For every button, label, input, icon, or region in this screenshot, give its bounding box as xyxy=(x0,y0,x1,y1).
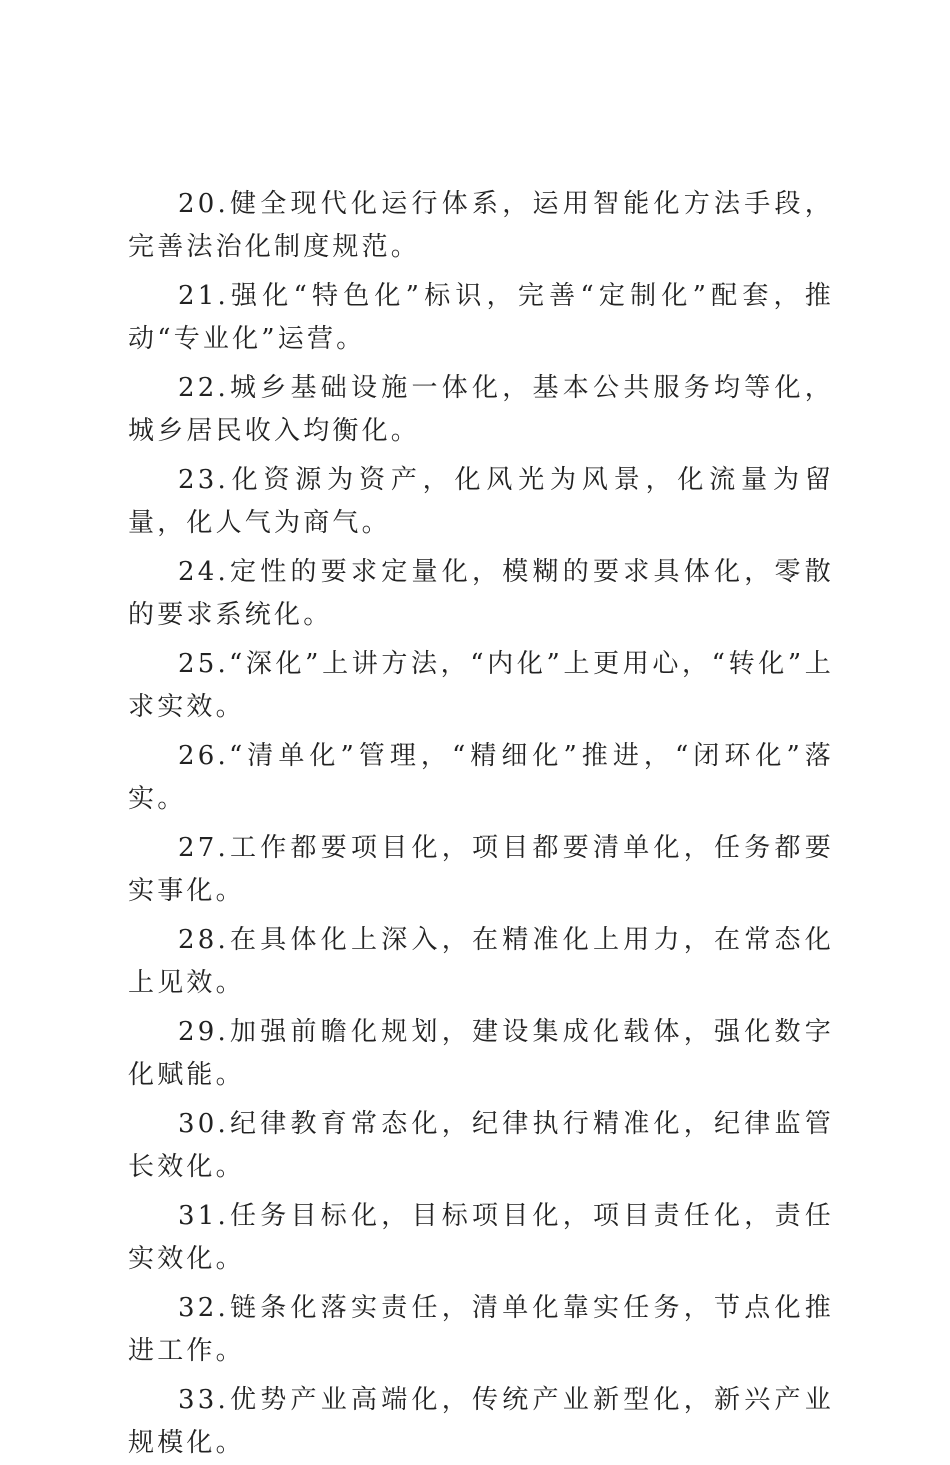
document-body xyxy=(128,183,834,1465)
paragraph-item-33: 33.优势产业高端化，传统产业新型化，新兴产业规模化。 xyxy=(128,1385,834,1458)
paragraph-item-25: 25.“深化”上讲方法，“内化”上更用心，“转化”上求实效。 xyxy=(128,649,834,722)
paragraph-item-30: 30.纪律教育常态化，纪律执行精准化，纪律监管长效化。 xyxy=(128,1109,834,1182)
paragraph-item-29: 29.加强前瞻化规划，建设集成化载体，强化数字化赋能。 xyxy=(128,1017,834,1090)
paragraph-item-23: 23.化资源为资产，化风光为风景，化流量为留量，化人气为商气。 xyxy=(128,465,834,538)
paragraph-item-28: 28.在具体化上深入，在精准化上用力，在常态化上见效。 xyxy=(128,925,834,998)
paragraph-item-26: 26.“清单化”管理，“精细化”推进，“闭环化”落实。 xyxy=(128,741,834,814)
paragraph-item-32: 32.链条化落实责任，清单化靠实任务，节点化推进工作。 xyxy=(128,1293,834,1366)
paragraph-item-24: 24.定性的要求定量化，模糊的要求具体化，零散的要求系统化。 xyxy=(128,557,834,630)
paragraph-item-20: 20.健全现代化运行体系，运用智能化方法手段，完善法治化制度规范。 xyxy=(128,189,834,262)
paragraph-item-21: 21.强化“特色化”标识，完善“定制化”配套，推动“专业化”运营。 xyxy=(128,281,834,354)
paragraph-item-27: 27.工作都要项目化，项目都要清单化，任务都要实事化。 xyxy=(128,833,834,906)
paragraph-item-31: 31.任务目标化，目标项目化，项目责任化，责任实效化。 xyxy=(128,1201,834,1274)
paragraph-item-22: 22.城乡基础设施一体化，基本公共服务均等化，城乡居民收入均衡化。 xyxy=(128,373,834,446)
